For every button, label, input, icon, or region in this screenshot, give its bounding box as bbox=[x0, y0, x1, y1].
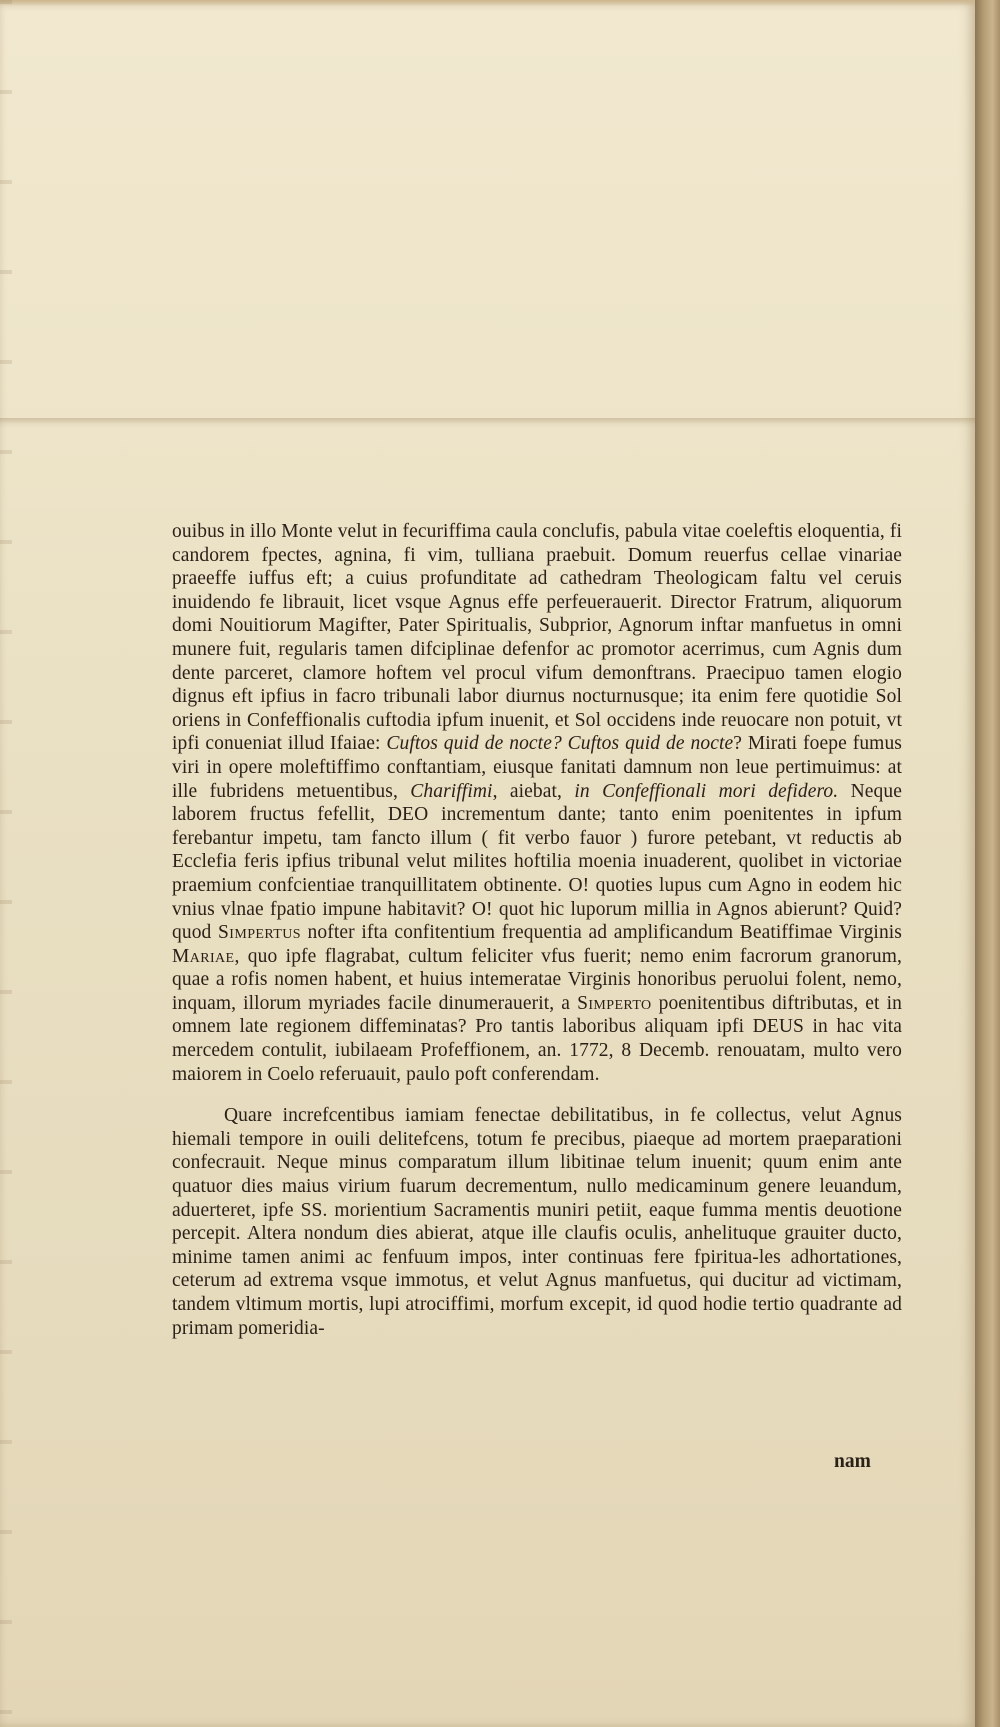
quote-confessionali: in Confeffionali mori defidero. bbox=[574, 780, 839, 802]
paragraph-1-part-g: poenitentibus diftributas, et in omnem late regionem diffeminatas? Pro tantis laboribus aliquam ipfi DEUS in hac vita mercedem contulit, iubilaeam Profeffionem, an. 1772, 8 Decemb. renouatam, multo vero maiorem in Coelo referuauit, paulo poft conferendam. bbox=[172, 992, 903, 1085]
paragraph-1-part-d: Neque laborem fructus fefellit, DEO incrementum dante; tanto enim poenitentes in ipfum ferebantur impetu, tam fancto illum ( fit verbo fauor ) furore petebant, vt reductis ab Ecclefia feris ipfius tribunal velut milites hoftilia moenia inuaderent, quolibet in victoriae praemium confcientiae tranquillitatem obtinente. O! quoties lupus cum Agno in eodem hic vnius vlnae fpatio impune habitavit? O! quot hic luporum millia in Agnos abierunt? Quid? quod bbox=[172, 780, 902, 944]
paragraph-1-part-b: ? Mirati foepe fumus viri in opere moleftiffimo conftantiam, eiusque fanitati damnum non leue pertimuimus: at ille fubridens metuentibus, bbox=[172, 733, 902, 802]
name-simperto: Simperto bbox=[577, 992, 652, 1014]
quote-charissimi: Chariffimi bbox=[410, 780, 493, 802]
name-mariae: Mariae bbox=[172, 945, 235, 967]
name-simpertus: Simpertus bbox=[218, 922, 301, 944]
paragraph-1 bbox=[172, 520, 902, 1086]
paragraph-2: Quare increfcentibus iamiam fenectae debilitatibus, in fe collectus, velut Agnus hiemali tempore in ouili delitefcens, totum fe precibus, piaeque ad mortem praeparationi confecrauit. Neque minus comparatum illum libitinae telum inuenit; quum enim ante quatuor dies maius virium fuarum decrementum, nullo medicaminum genere leuandum, aduerteret, ipfe SS. morientium Sacramentis muniri petiit, eaque fumma mentis deuotione percepit. Altera nondum dies abierat, atque ille claufis oculis, anhelituque grauiter ducto, minime tamen animi ac fenfuum impos, inter continuas fere fpiritua-les adhortationes, ceterum ad extrema vsque immotus, et velut Agnus manfuetus, qui ducitur ad victimam, tandem vltimum mortis, lupi atrociffimi, morfum excepit, id quod hodie tertio quadrante ad primam pomeridia- bbox=[172, 1105, 902, 1339]
paragraph-1-part-c: , aiebat, bbox=[492, 780, 575, 802]
fold-crease bbox=[0, 418, 975, 428]
paragraph-1-part-a: ouibus in illo Monte velut in fecuriffima caula conclufis, pabula vitae coeleftis eloquentia, fi candorem fpectes, agnina, fi vim, tulliana praebuit. Domum reuerfus cellae vinariae praeeffe iuffus eft; a cuius profunditate ad cathedram Theologicam faltu vel ceruis inuidendo fe librauit, licet vsque Agnus effe perfeuerauerit. Director Fratrum, aliquorum domi Nouitiorum Magifter, Pater Spiritualis, Subprior, Agnorum inftar manfuetus in omni munere fuit, regularis tamen difciplinae defenfor ac promotor acerrimus, cum Agnis dum dente parceret, clamore hoftem vel procul vifum demonftrans. Praecipuo tamen elogio dignus eft ipfius in facro tribunali labor diurnus nocturnusque; ita enim fere quotidie Sol oriens in Confeffionalis cuftodia ipfum inuenit, et Sol occidens inde reuocare non potuit, vt ipfi conueniat illud Ifaiae: bbox=[172, 521, 902, 755]
body-text bbox=[172, 520, 902, 1340]
quote-custos: Cuftos quid de nocte? Cuftos quid de nocte bbox=[386, 733, 734, 755]
paragraph-1-part-f: , quo ipfe flagrabat, cultum feliciter vfus fuerit; nemo enim facrorum granorum, quae a rofis nomen habent, et huius intemeratae Virginis honoribus peruolui folent, nemo, inquam, illorum myriades facile dinumerauerit, a bbox=[172, 945, 902, 1014]
catchword: nam bbox=[834, 1451, 871, 1472]
binding-edge bbox=[0, 0, 12, 1727]
page-right-edge bbox=[975, 0, 1000, 1727]
top-edge-shadow bbox=[0, 0, 975, 6]
paragraph-1-part-e: nofter ifta confitentium frequentia ad amplificandum Beatiffimae Virginis bbox=[300, 922, 902, 944]
